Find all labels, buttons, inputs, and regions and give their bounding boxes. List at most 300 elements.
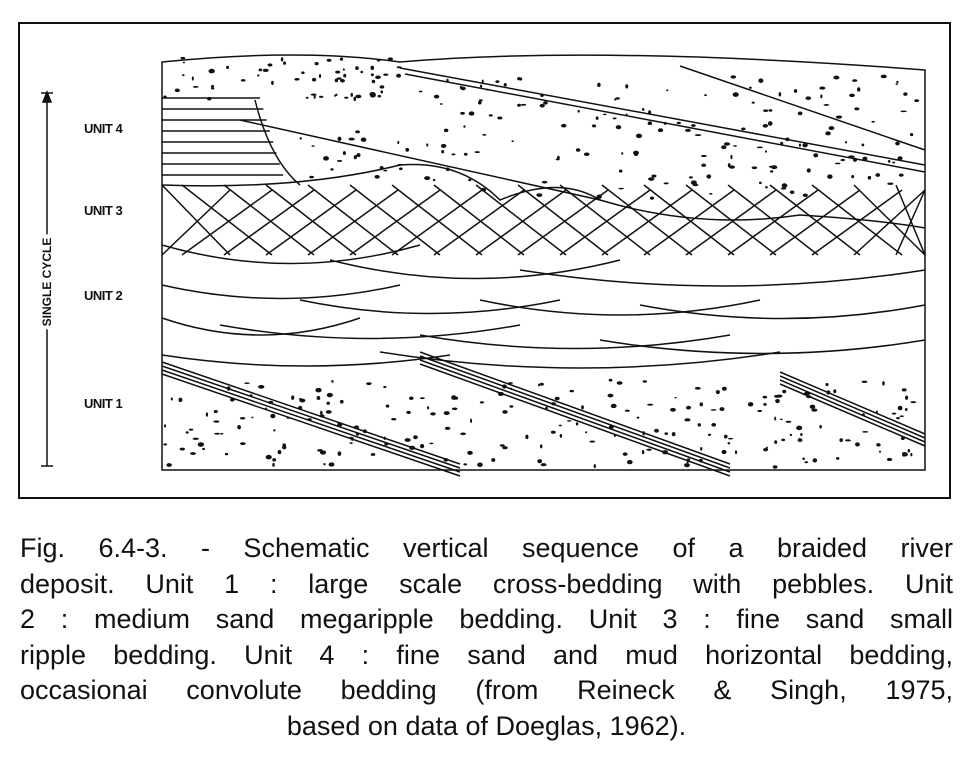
pebble [355,95,361,99]
pebble [857,87,860,91]
pebble [648,121,652,125]
pebble [711,409,717,411]
pebble [337,77,342,79]
pebble [444,411,450,415]
pebble [206,412,208,416]
pebble [774,440,777,444]
pebble [862,143,865,146]
pebble [278,450,282,454]
pebble [377,59,381,62]
pebble [813,153,818,157]
pebble [427,406,429,409]
pebble [902,452,905,456]
pebble [820,95,822,99]
pebble [849,94,855,98]
pebble [557,156,560,161]
megaripple-trough [162,318,360,335]
pebble [320,414,325,417]
pebble [585,431,587,433]
pebble [475,151,480,153]
pebble [700,402,704,406]
pebble [540,444,542,448]
pebble [664,122,667,125]
pebble [749,87,752,89]
pebble [386,405,390,408]
pebble [664,182,669,184]
pebble [282,445,286,449]
pebble [803,194,808,197]
pebble [848,155,854,158]
pebble [482,79,484,83]
unit-3-label: UNIT 3 [84,203,123,218]
pebble [192,76,194,80]
pebble [182,74,185,76]
pebble [908,449,910,453]
pebble [798,438,803,442]
cross-bed-line [162,366,460,468]
pebble [329,462,335,466]
pebble [445,427,451,430]
pebble [323,463,325,465]
cross-bed-line [420,352,730,464]
pebble [758,78,763,83]
pebble [862,413,865,416]
pebble [265,407,267,409]
pebble [782,183,788,188]
pebble [724,435,728,439]
pebble [469,111,475,115]
pebble [340,79,345,83]
pebble [440,103,443,105]
pebble [836,457,839,460]
pebble [698,423,701,427]
pebble [541,463,547,466]
pebble [214,410,218,413]
pebble [810,405,816,409]
pebble [326,410,332,414]
pebble [397,141,399,144]
pebble [291,395,294,400]
unit-4-label: UNIT 4 [84,121,123,136]
pebble [340,400,344,404]
pebble [315,388,321,393]
pebble [603,114,607,116]
pebble [510,388,512,390]
pebble [301,71,304,74]
pebble [444,129,449,133]
pebble [722,450,727,454]
pebble [207,97,211,101]
pebble [647,404,653,406]
pebble [796,426,802,431]
pebble [226,66,229,69]
pebble [424,176,430,180]
pebble [319,96,323,98]
pebble [463,125,465,128]
pebble [360,71,363,73]
pebble [294,78,299,81]
pebble [782,390,786,394]
pebble [502,410,507,414]
pebble [716,390,720,394]
pebble [306,97,309,99]
pebble [183,62,185,64]
pebble [855,442,860,446]
pebble [609,425,614,429]
pebble [892,162,895,164]
pebble [451,153,455,155]
pebble [171,398,173,401]
pebble [451,395,456,400]
pebble [766,447,768,449]
pebble [790,434,792,436]
pebble [769,166,774,168]
pebble [882,381,885,385]
pebble [489,114,493,116]
figure-caption [20,531,953,744]
pebble [270,414,275,419]
pebble [752,102,755,104]
pebble [180,448,185,451]
pebble [467,451,473,455]
pebble [237,425,241,429]
pebble [463,463,467,465]
pebble [211,85,214,88]
pebble [520,77,523,80]
pebble [701,163,706,166]
pebble [502,384,507,388]
pebble [811,408,817,411]
pebble [914,99,919,102]
pebble [338,451,342,456]
pebble [670,408,676,412]
pebble [701,155,707,157]
pebble [775,399,780,403]
pebble [802,143,808,147]
pebble [741,128,745,131]
pebble [887,458,892,461]
pebble [763,109,768,112]
pebble [374,175,379,179]
pebble [240,417,245,419]
pebble [369,92,375,96]
pebble [209,69,215,74]
pebble [835,163,840,165]
pebble [331,380,333,383]
cross-bed-line [420,360,730,472]
pebble [163,96,166,98]
pebble [508,382,513,384]
pebble [805,96,811,100]
pebble [576,148,581,152]
pebble [589,440,595,442]
pebble [380,166,384,170]
pebble [540,104,545,108]
pebble [854,107,859,110]
pebble [616,125,622,129]
pebble [898,406,903,411]
pebble [283,61,286,64]
pebble [163,443,167,445]
pebble [757,410,762,412]
pebble [384,437,386,440]
pebble [567,420,571,422]
pebble [307,418,312,421]
pebble [785,137,790,141]
pebble [263,69,269,72]
pebble [781,439,785,442]
cross-bed-line [680,66,925,150]
pebble [355,130,360,133]
pebble [491,458,495,462]
pebble [861,381,867,383]
pebble [354,155,357,159]
pebble [770,170,773,172]
pebble [383,73,388,75]
pebble [340,57,343,60]
pebble [650,196,654,199]
pebble [309,176,314,179]
pebble [330,168,333,171]
pebble [380,90,383,93]
pebble [704,94,707,96]
pebble [268,63,273,66]
pebble [337,160,342,162]
pebble [361,138,367,142]
pebble [397,164,403,166]
pebble [779,92,782,96]
pebble [594,464,596,468]
pebble [559,425,562,427]
pebble [706,174,711,178]
cross-bed-line [162,374,460,476]
caption-line: ripple bedding. Unit 4 : fine sand and mud horizontal bedding, [20,639,953,670]
pebble [273,429,275,431]
pebble [419,91,423,93]
pebble [819,425,822,428]
pebble [853,158,857,162]
pebble [827,174,832,179]
pebble [413,435,418,439]
megaripple-trough [330,260,620,279]
pebble [636,134,642,139]
pebble [230,398,235,401]
pebble [900,110,906,112]
pebble [420,397,425,399]
pebble [825,131,831,135]
pebble [576,422,578,425]
pebble [654,429,659,433]
pebble [685,129,691,132]
pebble [178,398,182,403]
pebble [220,433,223,435]
pebble [807,168,811,172]
pebble [468,179,471,182]
pebble [311,145,314,147]
pebble [460,86,462,89]
pebble [399,167,403,170]
pebble [433,179,435,181]
pebble [545,407,548,410]
pebble [213,420,219,422]
pebble [429,443,433,445]
pebble [343,68,345,70]
pebble [555,397,560,400]
pebble [666,89,668,91]
pebble [721,145,726,149]
pebble [337,422,342,426]
pebble [356,432,360,435]
pebble [434,95,439,99]
pebble [895,142,900,146]
pebble [871,121,875,123]
cross-bed-line [400,68,925,165]
pebble [375,75,381,79]
pebble [768,121,773,125]
megaripple-trough [162,285,400,299]
pebble [240,442,246,445]
pebble [613,117,617,119]
pebble [511,140,513,142]
pebble [862,157,867,161]
pebble [327,59,332,62]
pebble [317,449,322,452]
pebble [621,152,623,154]
pebble [561,124,566,128]
pebble [765,186,768,188]
pebble [569,390,574,392]
pebble [733,145,737,147]
pebble [711,423,716,427]
pebble [672,432,676,436]
pebble [551,431,556,434]
pebble [344,97,348,99]
pebble [335,71,340,74]
pebble [244,382,250,384]
pebble [804,461,808,463]
pebble [189,429,194,431]
cross-bed-line [780,372,925,434]
pebble [763,124,768,128]
pebble [695,387,701,390]
pebble [372,80,376,83]
pebble [356,153,360,157]
pebble [166,463,171,467]
pebble [825,383,828,386]
pebble [648,177,654,181]
pebble [852,79,857,82]
megaripple-trough [640,305,925,319]
pebble [879,451,881,453]
pebble [905,396,908,400]
pebble [780,418,783,420]
pebble [312,78,316,82]
cross-bed-line [420,356,730,468]
pebble [887,183,893,185]
pebble [560,434,563,438]
pebble [910,133,913,136]
pebble [258,385,264,389]
pebble [250,394,253,396]
pebble [719,407,724,411]
pebble [202,448,205,450]
pebble [708,434,711,436]
pebble [596,116,599,120]
pebble [839,438,843,442]
pebble [899,173,904,176]
pebble [794,89,797,93]
pebble [540,94,544,97]
pebble [633,151,639,155]
pebble [895,83,898,85]
pebble [833,76,839,80]
pebble [781,187,787,189]
megaripple-trough [162,245,420,264]
pebble [323,156,329,160]
pebble [319,74,321,78]
pebble [823,104,829,106]
megaripple-trough [520,270,925,286]
pebble [627,460,633,464]
pebble [353,97,356,101]
megaripple-trough [220,325,520,339]
cross-bed-line [162,370,460,472]
pebble [901,437,905,440]
pebble [351,437,354,441]
pebble [257,74,259,76]
pebble [800,433,802,436]
pebble [327,393,333,397]
pebble [665,432,668,435]
pebble [691,124,696,127]
pebble [686,406,691,410]
pebble [272,458,276,461]
pebble [383,170,387,172]
pebble [892,413,896,415]
pebble [881,75,887,79]
pebble [845,439,851,441]
pebble [642,108,645,111]
pebble [608,394,614,398]
pebble [724,142,730,145]
pebble [614,434,616,437]
pebble [597,194,602,198]
pebble [900,415,904,417]
pebble [802,457,804,460]
pebble [763,403,767,406]
pebble [551,402,556,405]
pebble [759,182,762,184]
pebble [350,442,353,444]
pebble [266,455,272,459]
pebble [578,110,580,113]
pebble [517,104,521,107]
pebble [480,85,482,88]
pebble [504,83,507,87]
pebble [752,166,758,169]
pebble [662,450,668,454]
pebble [366,382,372,385]
pebble [397,66,402,68]
pebble [241,79,246,81]
pebble [446,167,450,171]
pebble [722,387,727,391]
pebble [851,175,854,178]
pebble [910,453,912,456]
pebble [497,117,502,120]
pebble [446,79,448,82]
pebble [351,93,353,97]
